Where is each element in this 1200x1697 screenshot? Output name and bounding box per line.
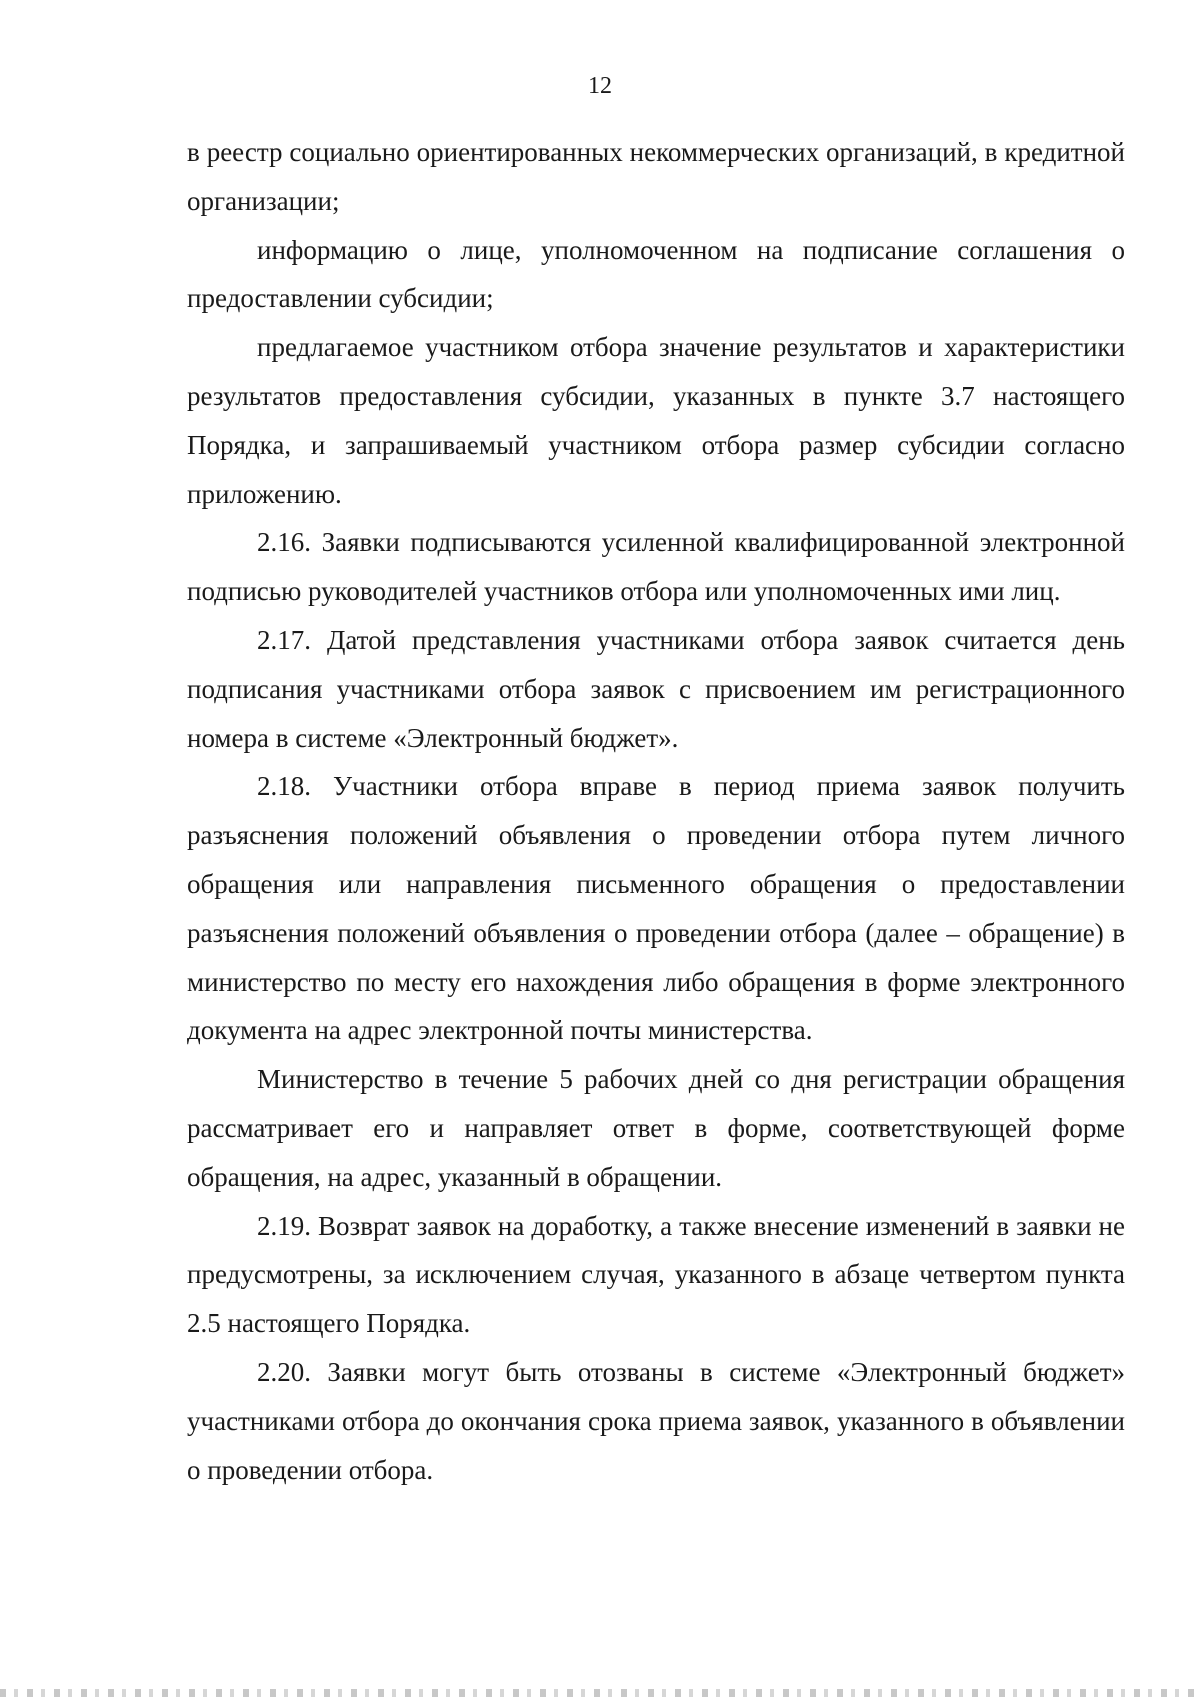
- paragraph: Министерство в течение 5 рабочих дней со дня регистрации обращения рассматривает его и направляет ответ в форме, соответствующей форме обращения, на адрес, указанный в обращении.: [187, 1064, 1125, 1192]
- paragraph: информацию о лице, уполномоченном на подписание соглашения о предоставлении субсидии;: [187, 234, 1125, 314]
- paragraph-2-19: 2.19. Возврат заявок на доработку, а также внесение изменений в заявки не предусмотрены, за исключением случая, указанного в абзаце четвертом пункта 2.5 настоящего Порядка.: [187, 1210, 1125, 1339]
- paragraph-2-16: 2.16. Заявки подписываются усиленной квалифицированной электронной подписью руководителей участников отбора или уполномоченных ими лиц.: [187, 527, 1125, 607]
- paragraph-2-20: 2.20. Заявки могут быть отозваны в системе «Электронный бюджет» участниками отбора до окончания срока приема заявок, указанного в объявлении о проведении отбора.: [187, 1356, 1125, 1485]
- scan-edge-artifact: [0, 1689, 1200, 1697]
- paragraph: предлагаемое участником отбора значение результатов и характеристики результатов предоставления субсидии, указанных в пункте 3.7 настоящего Порядка, и запрашиваемый участником отбора размер субсидии согласно приложению.: [187, 332, 1125, 509]
- paragraph-2-18: 2.18. Участники отбора вправе в период приема заявок получить разъяснения положений объявления о проведении отбора путем личного обращения или направления письменного обращения о предоставлении разъяснения положений объявления о проведении отбора (далее – обращение) в министерство по месту его нахождения либо обращения в форме электронного документа на адрес электронной почты министерства.: [187, 771, 1125, 1046]
- page-number: 12: [588, 73, 612, 99]
- document-body: [187, 128, 1125, 1494]
- paragraph: в реестр социально ориентированных некоммерческих организаций, в кредитной организации;: [187, 137, 1125, 216]
- paragraph-2-17: 2.17. Датой представления участниками отбора заявок считается день подписания участниками отбора заявок с присвоением им регистрационного номера в системе «Электронный бюджет».: [187, 624, 1125, 753]
